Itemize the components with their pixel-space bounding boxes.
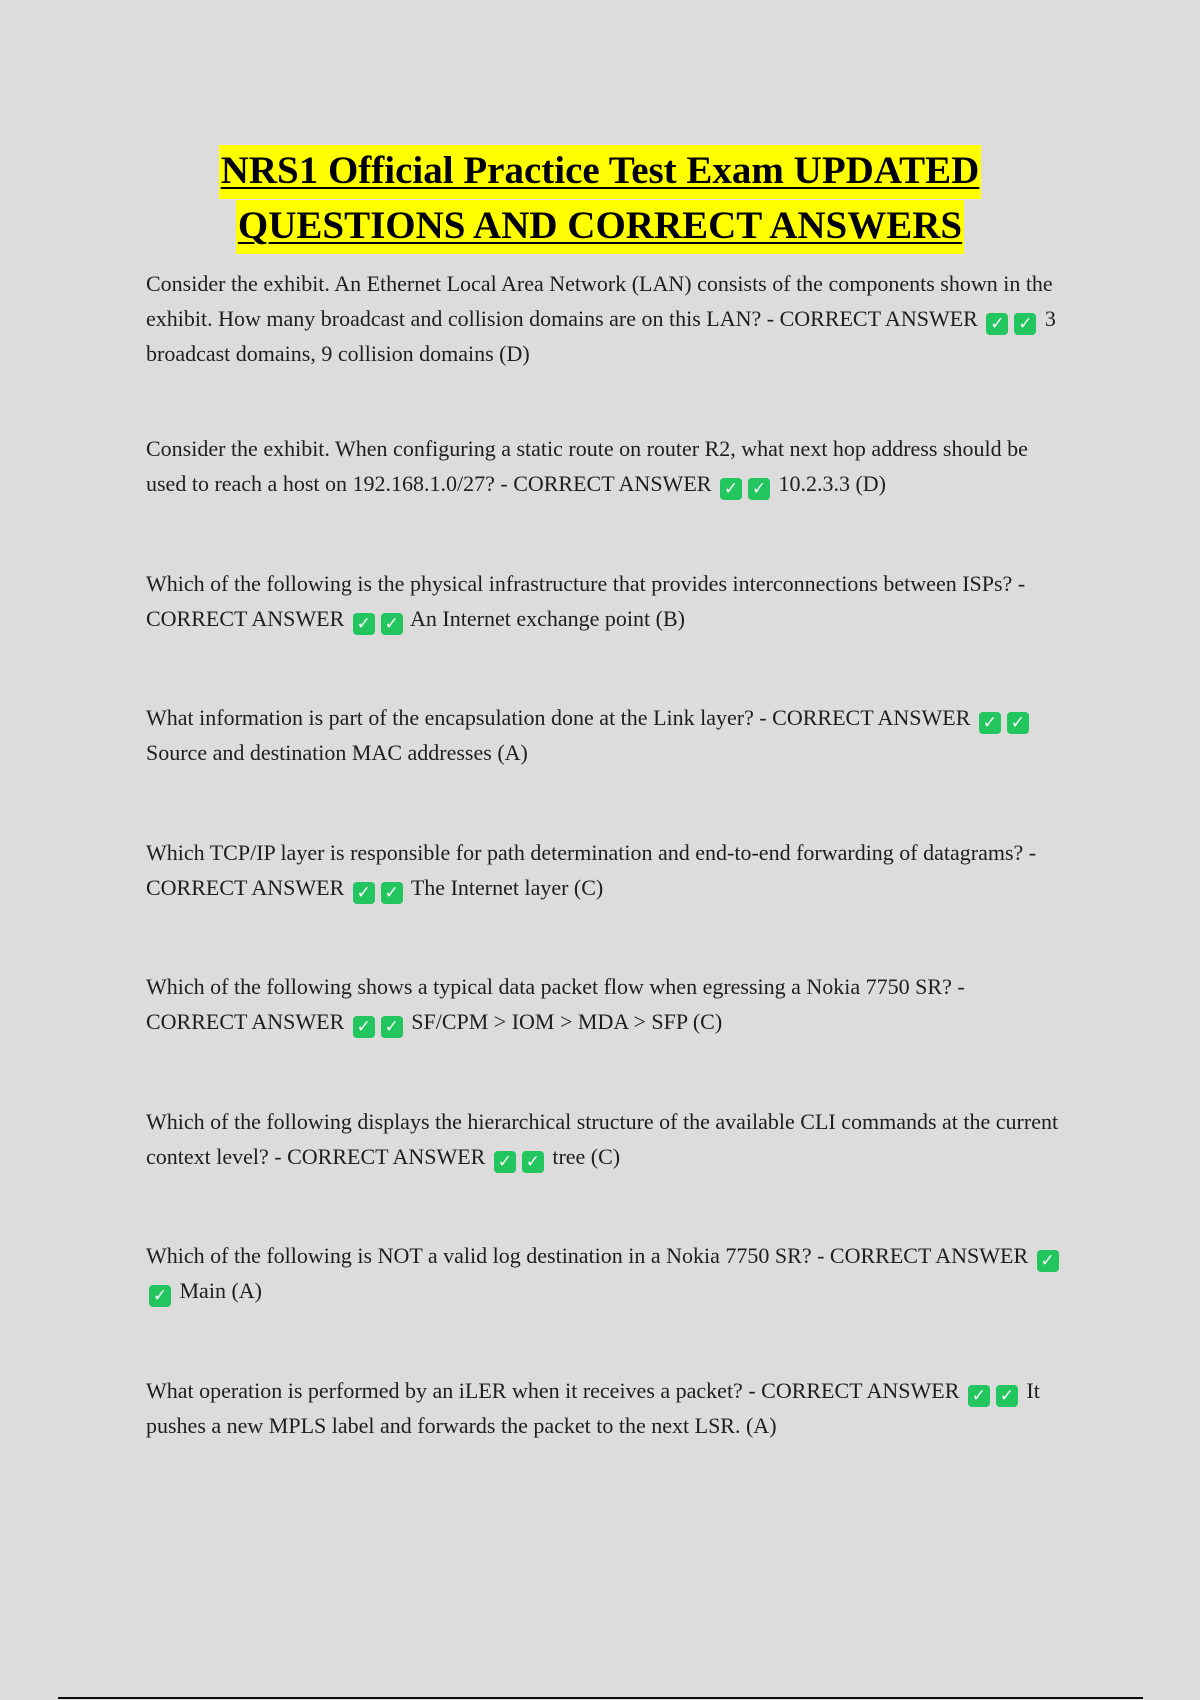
check-mark-icon: ✓ [494, 1151, 516, 1173]
qa-item [146, 969, 1066, 1039]
answer-text: It pushes a new MPLS label and forwards the packet to the next LSR. (A) [146, 1378, 1040, 1438]
check-mark-icon: ✓ [1014, 313, 1036, 335]
qa-item [146, 431, 1066, 501]
check-mark-icon: ✓ [986, 313, 1008, 335]
check-mark-icon: ✓ [979, 712, 1001, 734]
question-text: What operation is performed by an iLER when it receives a packet? - CORRECT ANSWER [146, 1378, 960, 1403]
answer-text: Source and destination MAC addresses (A) [146, 740, 528, 765]
title-line-2: QUESTIONS AND CORRECT ANSWERS [236, 200, 964, 254]
question-text: Which TCP/IP layer is responsible for path determination and end-to-end forwarding of datagrams? - CORRECT ANSWER [146, 840, 1037, 900]
qa-item [146, 1373, 1066, 1443]
check-mark-icon: ✓ [381, 613, 403, 635]
qa-item [146, 566, 1066, 636]
check-mark-icon: ✓ [720, 478, 742, 500]
title-line-1: NRS1 Official Practice Test Exam UPDATED [219, 145, 982, 199]
answer-text: The Internet layer (C) [410, 875, 604, 900]
qa-item [146, 835, 1066, 905]
check-mark-icon: ✓ [149, 1285, 171, 1307]
check-mark-icon: ✓ [748, 478, 770, 500]
footer-divider [58, 1697, 1143, 1699]
check-mark-icon: ✓ [996, 1385, 1018, 1407]
document-title [0, 145, 1200, 255]
question-text: What information is part of the encapsulation done at the Link layer? - CORRECT ANSWER [146, 705, 971, 730]
answer-text: 3 broadcast domains, 9 collision domains (D) [146, 306, 1056, 366]
question-text: Which of the following displays the hierarchical structure of the available CLI commands at the current context level? - CORRECT ANSWER [146, 1109, 1059, 1169]
check-mark-icon: ✓ [522, 1151, 544, 1173]
answer-text: SF/CPM > IOM > MDA > SFP (C) [411, 1009, 723, 1034]
question-text: Which of the following shows a typical data packet flow when egressing a Nokia 7750 SR? - CORRECT ANSWER [146, 974, 965, 1034]
question-text: Which of the following is NOT a valid log destination in a Nokia 7750 SR? - CORRECT ANSWER [146, 1243, 1029, 1268]
check-mark-icon: ✓ [968, 1385, 990, 1407]
answer-text: Main (A) [179, 1278, 262, 1303]
check-mark-icon: ✓ [353, 613, 375, 635]
question-text: Consider the exhibit. When configuring a static route on router R2, what next hop address should be used to reach a host on 192.168.1.0/27? - CORRECT ANSWER [146, 436, 1028, 496]
answer-text: An Internet exchange point (B) [410, 606, 685, 631]
answer-text: tree (C) [552, 1144, 621, 1169]
qa-item [146, 266, 1066, 371]
qa-item [146, 700, 1066, 770]
question-text: Which of the following is the physical infrastructure that provides interconnections between ISPs? - CORRECT ANSWER [146, 571, 1026, 631]
check-mark-icon: ✓ [381, 1016, 403, 1038]
qa-item [146, 1104, 1066, 1174]
check-mark-icon: ✓ [381, 882, 403, 904]
question-text: Consider the exhibit. An Ethernet Local Area Network (LAN) consists of the components shown in the exhibit. How many broadcast and collision domains are on this LAN? - CORRECT ANSWER [146, 271, 1053, 331]
check-mark-icon: ✓ [353, 1016, 375, 1038]
qa-item [146, 1238, 1066, 1308]
check-mark-icon: ✓ [353, 882, 375, 904]
check-mark-icon: ✓ [1007, 712, 1029, 734]
check-mark-icon: ✓ [1037, 1250, 1059, 1272]
answer-text: 10.2.3.3 (D) [778, 471, 886, 496]
